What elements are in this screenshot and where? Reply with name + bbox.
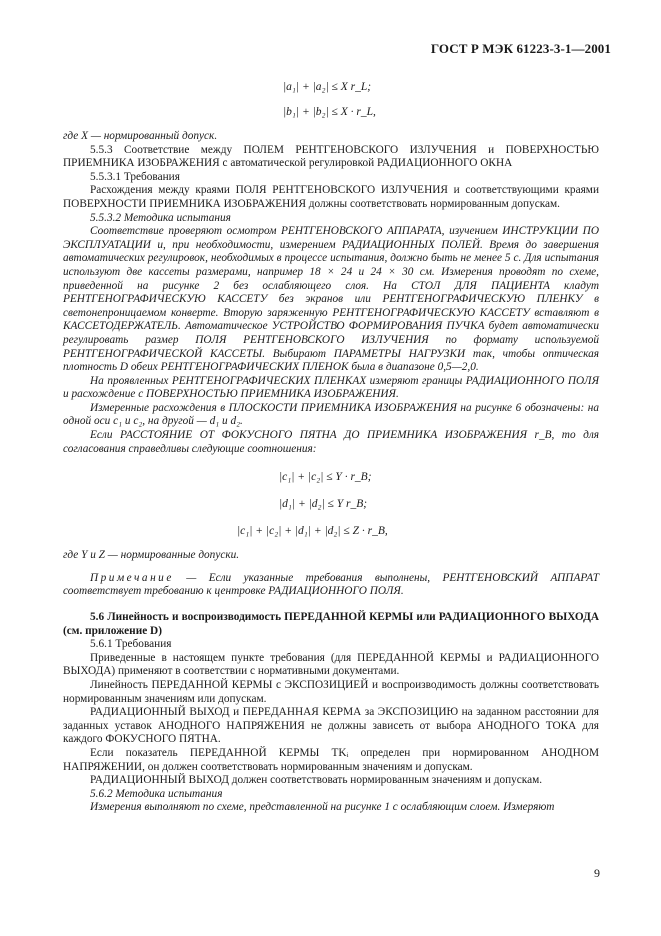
note — [63, 572, 599, 599]
section-5-5-3-1-text: Расхождения между краями ПОЛЯ РЕНТГЕНОВСКОГО ИЗЛУЧЕНИЯ и соответствующими краями ПОВЕРХНОСТИ ПРИЕМНИКА ИЗОБРАЖЕНИЯ должны соответствовать нормированным допускам. — [63, 184, 599, 210]
develop-paragraph: На проявленных РЕНТГЕНОГРАФИЧЕСКИХ ПЛЕНКАХ измеряют границы РАДИАЦИОННОГО ПОЛЯ и расхождение с ПОВЕРХНОСТЬЮ ПРИЕМНИКА ИЗОБРАЖЕНИЯ. — [63, 374, 599, 401]
section-5-5-3-title: 5.5.3 Соответствие между ПОЛЕМ РЕНТГЕНОВСКОГО ИЗЛУЧЕНИЯ и ПОВЕРХНОСТЬЮ ПРИЕМНИКА ИЗОБРАЖЕНИЯ с автоматической регулировкой РАДИАЦИОННОГО ОКНА — [63, 143, 599, 170]
section-5-6-1-p3: РАДИАЦИОННЫЙ ВЫХОД и ПЕРЕДАННАЯ КЕРМА за ЭКСПОЗИЦИЮ на заданном расстоянии для заданных уставок АНОДНОГО НАПРЯЖЕНИЯ не должны зависеть от выбора АНОДНОГО ТОКА для каждого ФОКУСНОГО ПЯТНА. — [63, 706, 599, 746]
where-yz: где Y и Z — нормированные допуски. — [63, 549, 240, 562]
formula-d: |d₁| + |d₂| ≤ Y r_B; — [279, 498, 368, 511]
distance-paragraph: Если РАССТОЯНИЕ ОТ ФОКУСНОГО ПЯТНА ДО ПРИЕМНИКА ИЗОБРАЖЕНИЯ r_B, то для согласования справедливы следующие соотношения: — [63, 429, 599, 455]
page-number: 9 — [594, 866, 600, 880]
note-label: Примечание — [90, 571, 174, 584]
section-5-6-1-p1: Приведенные в настоящем пункте требования (для ПЕРЕДАННОЙ КЕРМЫ и РАДИАЦИОННОГО ВЫХОДА) применяют в соответствии с нормативными документами. — [63, 651, 599, 678]
formula-cd: |c₁| + |c₂| + |d₁| + |d₂| ≤ Z · r_B, — [237, 525, 388, 538]
where-x: где X — нормированный допуск. — [63, 130, 218, 142]
formula-c: |c₁| + |c₂| ≤ Y · r_B; — [279, 471, 372, 484]
section-5-5-3-2-text: Соответствие проверяют осмотром РЕНТГЕНОВСКОГО АППАРАТА, изучением ИНСТРУКЦИИ ПО ЭКСПЛУАТАЦИИ и, при необходимости, измерением РАДИАЦИОННЫХ ПОЛЕЙ. Время до завершения автоматических регулировок, необходимых в процессе испытания, должно быть не менее 5 с. Для испытания используют две кассеты размерами, например 18 × 24 и 24 × 30 см. Измерения проводят по схеме, приведенной на рисунке 2 без ослабляющего слоя. На СТОЛ ДЛЯ ПАЦИЕНТА кладут РЕНТГЕНОГРАФИЧЕСКУЮ КАССЕТУ без экранов или РЕНТГЕНОГРАФИЧЕСКУЮ ПЛЕНКУ в светонепроницаемом конверте. Вторую заряженную РЕНТГЕНОГРАФИЧЕСКУЮ КАССЕТУ вставляют в КАССЕТОДЕРЖАТЕЛЬ. Автоматическое УСТРОЙСТВО ФОРМИРОВАНИЯ ПУЧКА будет автоматически регулировать размер ПОЛЯ РЕНТГЕНОВСКОГО ИЗЛУЧЕНИЯ по формату используемой РЕНТГЕНОГРАФИЧЕСКОЙ КАССЕТЫ. Выбирают ПАРАМЕТРЫ НАГРУЗКИ так, чтобы оптическая плотность D обеих РЕНТГЕНОГРАФИЧЕСКИХ ПЛЕНОК была в диапазоне 0,5—2,0. — [63, 225, 599, 374]
formula-a: |a₁| + |a₂| ≤ X r_L; — [283, 81, 372, 93]
section-5-5-3-1-title: 5.5.3.1 Требования — [90, 170, 180, 183]
section-5-6-1-p5: РАДИАЦИОННЫЙ ВЫХОД должен соответствовать нормированным значениям и допускам. — [90, 774, 543, 787]
section-5-6-2-title: 5.6.2 Методика испытания — [90, 787, 223, 800]
note-text: — Если указанные требования выполнены, РЕНТГЕНОВСКИЙ АППАРАТ соответствует требованию к центровке РАДИАЦИОННОГО ПОЛЯ. — [63, 571, 599, 598]
page-content — [63, 70, 599, 815]
section-5-6-title: 5.6 Линейность и воспроизводимость ПЕРЕДАННОЙ КЕРМЫ или РАДИАЦИОННОГО ВЫХОДА (см. приложение D) — [63, 611, 599, 637]
measured-paragraph: Измеренные расхождения в ПЛОСКОСТИ ПРИЕМНИКА ИЗОБРАЖЕНИЯ на рисунке 6 обозначены: на одной оси c₁ и c₂, на другой — d₁ и d₂. — [63, 401, 599, 428]
section-5-6-2-text: Измерения выполняют по схеме, представленной на рисунке 1 с ослабляющим слоем. Измеряют — [90, 801, 555, 814]
formula-b: |b₁| + |b₂| ≤ X · r_L, — [283, 106, 376, 118]
section-5-5-3-2-title: 5.5.3.2 Методика испытания — [90, 211, 231, 224]
section-5-6-1-p4: Если показатель ПЕРЕДАННОЙ КЕРМЫ TKᵢ определен при нормированном АНОДНОМ НАПРЯЖЕНИИ, он должен соответствовать нормированным значениям и допускам. — [63, 746, 599, 773]
page-header: ГОСТ Р МЭК 61223-3-1—2001 — [430, 41, 611, 56]
section-5-6-1-title: 5.6.1 Требования — [90, 638, 172, 651]
section-5-6-1-p2: Линейность ПЕРЕДАННОЙ КЕРМЫ с ЭКСПОЗИЦИЕЙ и воспроизводимость должны соответствовать нормированным значениям или допускам. — [63, 679, 599, 705]
